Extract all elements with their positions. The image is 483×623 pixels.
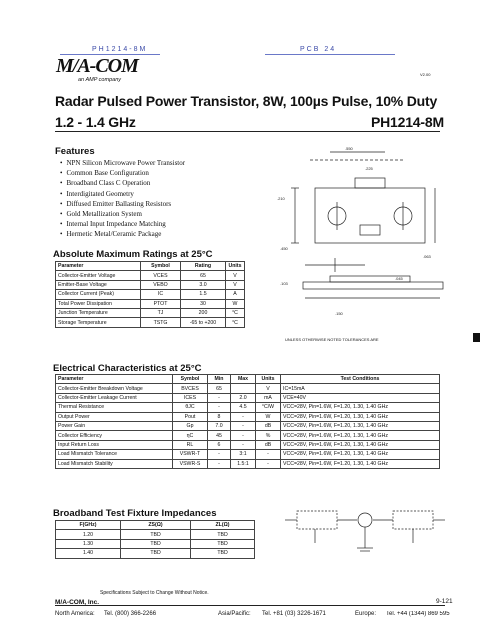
table-cell: Thermal Resistance: [56, 403, 173, 412]
table-cell: TBD: [191, 530, 255, 539]
table-cell: A: [226, 290, 245, 299]
part-number: PH1214-8M: [371, 114, 444, 130]
table-row: [56, 384, 440, 393]
table-cell: 1.30: [56, 539, 121, 548]
table-cell: dB: [256, 440, 281, 449]
table-cell: dB: [256, 421, 281, 430]
table-cell: VCC=28V, Pin=1.6W, F=1.20, 1.30, 1.40 GHz: [281, 431, 440, 440]
table-cell: Collector-Emitter Breakdown Voltage: [56, 384, 173, 393]
table-cell: θJC: [173, 403, 208, 412]
table-cell: Storage Temperature: [56, 318, 141, 327]
table-cell: -: [208, 459, 231, 468]
table-cell: %: [256, 431, 281, 440]
test-fixture-circuit-diagram: [285, 503, 445, 565]
svg-text:.450: .450: [280, 246, 288, 251]
col-header: Units: [256, 375, 281, 384]
table-row: [56, 299, 245, 308]
feature-item: • Gold Metallization System: [60, 209, 270, 219]
table-cell: TSTG: [141, 318, 181, 327]
table-cell: Collector Current (Peak): [56, 290, 141, 299]
table-row: [56, 421, 440, 430]
table-cell: -: [208, 403, 231, 412]
table-row: [56, 549, 255, 558]
col-header: ZS(Ω): [121, 521, 191, 530]
table-cell: Total Power Dissipation: [56, 299, 141, 308]
table-cell: Collector-Emitter Voltage: [56, 271, 141, 280]
table-header-row: [56, 262, 245, 271]
table-cell: Emitter-Base Voltage: [56, 280, 141, 289]
feature-item: • Diffused Emitter Ballasting Resistors: [60, 199, 270, 209]
footer-eu-tel: Tel. +44 (1344) 869 595: [386, 611, 450, 617]
logo-tagline: an AMP company: [78, 77, 122, 83]
table-cell: -: [231, 421, 256, 430]
table-cell: V: [226, 280, 245, 289]
svg-text:.550: .550: [345, 146, 353, 151]
svg-text:.210: .210: [277, 196, 285, 201]
col-header: Rating: [181, 262, 226, 271]
doc-code: V2.00: [420, 72, 431, 77]
table-cell: Output Power: [56, 412, 173, 421]
table-cell: VCC=28V, Pin=1.6W, F=1.20, 1.30, 1.40 GHz: [281, 440, 440, 449]
feature-item: • Interdigitated Geometry: [60, 189, 270, 199]
table-cell: 1.40: [56, 549, 121, 558]
col-header: Min: [208, 375, 231, 384]
package-outline-drawing: [275, 140, 450, 345]
abs-max-table: [55, 261, 245, 328]
table-cell: IC=15mA: [281, 384, 440, 393]
table-cell: 65: [181, 271, 226, 280]
table-cell: 4.5: [231, 403, 256, 412]
header-rule-right: [265, 54, 395, 55]
table-cell: BVCES: [173, 384, 208, 393]
table-cell: 3.0: [181, 280, 226, 289]
col-header: Parameter: [56, 262, 141, 271]
table-cell: Input Return Loss: [56, 440, 173, 449]
page-title: Radar Pulsed Power Transistor, 8W, 100µs Pulse, 10% Duty: [55, 93, 438, 109]
svg-text:.103: .103: [280, 281, 288, 286]
header-page-code: PCB 24: [300, 46, 337, 53]
table-cell: 200: [181, 308, 226, 317]
table-cell: Gp: [173, 421, 208, 430]
table-cell: Collector-Emitter Leakage Current: [56, 393, 173, 402]
table-cell: VEBO: [141, 280, 181, 289]
table-cell: Collector Efficiency: [56, 431, 173, 440]
elec-table: [55, 374, 440, 469]
tolerance-note: UNLESS OTHERWISE NOTED TOLERANCES ARE: [285, 337, 379, 342]
table-row: [56, 403, 440, 412]
table-cell: TBD: [191, 549, 255, 558]
table-cell: TJ: [141, 308, 181, 317]
footer-rule: [55, 605, 445, 606]
table-cell: V: [226, 271, 245, 280]
table-cell: 7.0: [208, 421, 231, 430]
table-cell: W: [226, 299, 245, 308]
table-cell: VSWR-T: [173, 450, 208, 459]
table-cell: VCC=28V, Pin=1.6W, F=1.20, 1.30, 1.40 GHz: [281, 412, 440, 421]
table-cell: 65: [208, 384, 231, 393]
abs-max-heading: Absolute Maximum Ratings at 25°C: [53, 249, 213, 260]
table-cell: Load Mismatch Tolerance: [56, 450, 173, 459]
svg-text:.150: .150: [335, 311, 343, 316]
col-header: Symbol: [141, 262, 181, 271]
col-header: ZL(Ω): [191, 521, 255, 530]
table-cell: -: [231, 440, 256, 449]
header-part-code: PH1214-8M: [92, 46, 148, 53]
table-cell: Junction Temperature: [56, 308, 141, 317]
table-cell: 1.20: [56, 530, 121, 539]
features-heading: Features: [55, 146, 95, 157]
table-row: [56, 308, 245, 317]
table-cell: 8: [208, 412, 231, 421]
fixture-table: [55, 520, 255, 559]
table-cell: Power Gain: [56, 421, 173, 430]
table-cell: PTOT: [141, 299, 181, 308]
table-cell: °C/W: [256, 403, 281, 412]
table-row: [56, 450, 440, 459]
title-rule: [55, 131, 440, 132]
table-cell: Load Mismatch Stability: [56, 459, 173, 468]
table-cell: 1.5: [181, 290, 226, 299]
footer-asia-label: Asia/Pacific:: [218, 611, 251, 617]
footer-company: M/A-COM, Inc.: [55, 599, 100, 606]
table-cell: 30: [181, 299, 226, 308]
table-cell: W: [256, 412, 281, 421]
table-row: [56, 431, 440, 440]
footer-eu-label: Europe:: [355, 611, 377, 617]
table-row: [56, 280, 245, 289]
table-header-row: [56, 375, 440, 384]
table-cell: -: [231, 412, 256, 421]
spec-change-note: Specifications Subject to Change Without Notice.: [100, 590, 209, 596]
table-row: [56, 393, 440, 402]
table-cell: TBD: [121, 530, 191, 539]
col-header: Parameter: [56, 375, 173, 384]
table-row: [56, 539, 255, 548]
table-cell: 3:1: [231, 450, 256, 459]
footer-asia-tel: Tel. +81 (03) 3226-1671: [262, 611, 326, 617]
table-cell: VCC=28V, Pin=1.6W, F=1.20, 1.30, 1.40 GHz: [281, 459, 440, 468]
fixture-heading: Broadband Test Fixture Impedances: [53, 508, 217, 519]
table-cell: TBD: [121, 549, 191, 558]
table-row: [56, 290, 245, 299]
company-logo: M/A-COM: [56, 55, 138, 77]
svg-text:.045: .045: [395, 276, 403, 281]
table-cell: -: [256, 450, 281, 459]
table-row: [56, 459, 440, 468]
table-cell: VCC=28V, Pin=1.6W, F=1.20, 1.30, 1.40 GHz: [281, 450, 440, 459]
features-list: [60, 158, 270, 240]
col-header: Units: [226, 262, 245, 271]
col-header: Symbol: [173, 375, 208, 384]
table-cell: -: [231, 431, 256, 440]
table-cell: Pout: [173, 412, 208, 421]
table-cell: mA: [256, 393, 281, 402]
footer-na-label: North America:: [55, 611, 95, 617]
table-cell: IC: [141, 290, 181, 299]
page-number: 9-121: [436, 598, 453, 605]
table-cell: VCE=40V: [281, 393, 440, 402]
table-cell: [231, 384, 256, 393]
feature-item: • Common Base Configuration: [60, 168, 270, 178]
table-row: [56, 530, 255, 539]
table-cell: -: [208, 450, 231, 459]
svg-text:.063: .063: [423, 254, 431, 259]
table-row: [56, 440, 440, 449]
table-cell: ICES: [173, 393, 208, 402]
table-cell: -: [256, 459, 281, 468]
table-cell: °C: [226, 308, 245, 317]
edge-tab-marker: [473, 333, 480, 342]
frequency-range: 1.2 - 1.4 GHz: [55, 114, 136, 130]
table-cell: VCC=28V, Pin=1.6W, F=1.20, 1.30, 1.40 GHz: [281, 421, 440, 430]
col-header: Test Conditions: [281, 375, 440, 384]
table-cell: °C: [226, 318, 245, 327]
feature-item: • NPN Silicon Microwave Power Transistor: [60, 158, 270, 168]
table-row: [56, 412, 440, 421]
table-cell: ηC: [173, 431, 208, 440]
table-cell: VCC=28V, Pin=1.6W, F=1.20, 1.30, 1.40 GHz: [281, 403, 440, 412]
table-cell: -65 to +200: [181, 318, 226, 327]
table-header-row: [56, 521, 255, 530]
table-cell: VSWR-S: [173, 459, 208, 468]
feature-item: • Broadband Class C Operation: [60, 178, 270, 188]
feature-item: • Hermetic Metal/Ceramic Package: [60, 229, 270, 239]
table-cell: TBD: [191, 539, 255, 548]
table-cell: VCES: [141, 271, 181, 280]
svg-text:.225: .225: [365, 166, 373, 171]
table-cell: 45: [208, 431, 231, 440]
table-cell: V: [256, 384, 281, 393]
footer-na-tel: Tel. (800) 366-2266: [104, 611, 157, 617]
col-header: F(GHz): [56, 521, 121, 530]
elec-heading: Electrical Characteristics at 25°C: [53, 363, 202, 374]
table-cell: RL: [173, 440, 208, 449]
table-row: [56, 271, 245, 280]
table-cell: 1.5:1: [231, 459, 256, 468]
col-header: Max: [231, 375, 256, 384]
table-cell: -: [208, 393, 231, 402]
feature-item: • Internal Input Impedance Matching: [60, 219, 270, 229]
table-cell: 6: [208, 440, 231, 449]
table-row: [56, 318, 245, 327]
table-cell: 2.0: [231, 393, 256, 402]
table-cell: TBD: [121, 539, 191, 548]
